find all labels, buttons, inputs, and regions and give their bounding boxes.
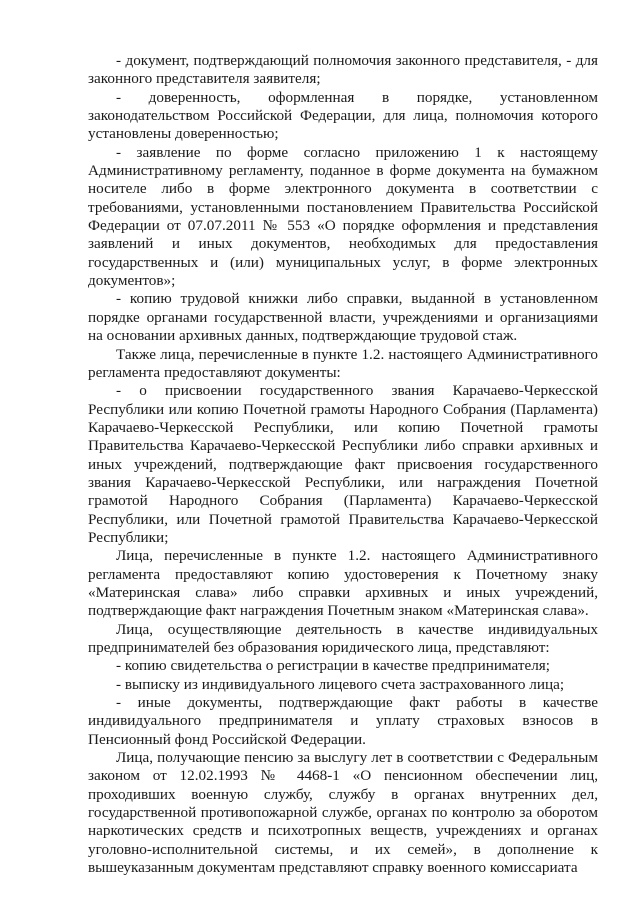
paragraph-other-documents: - иные документы, подтверждающие факт работы в качестве индивидуального предпринимателя и уплату страховых взносов в Пенсионный фонд Российской Федерации. <box>88 694 598 748</box>
paragraph-application-form: - заявление по форме согласно приложению 1 к настоящему Административному регламенту, поданное в форме документа на бумажном носителе либо в форме электронного документа в соответствии с требованиями, установленными постановлением Правительства Российской Федерации от 07.07.2011 № 553 «О порядке оформления и представления заявлений и иных документов, необходимых для предоставления государственных и (или) муниципальных услуг, в форме электронных документов»; <box>88 143 598 290</box>
document-body <box>88 52 598 877</box>
paragraph-state-title: - о присвоении государственного звания Карачаево-Черкесской Республики или копию Почетной грамоты Народного Собрания (Парламента) Карачаево-Черкесской Республики, или копию Почетной грамоты Правительства Карачаево-Черкесской Республики либо справки архивных и иных учреждений, подтверждающие факт присвоения государственного звания Карачаево-Черкесской Республики, или награждения Почетной грамотой Народного Собрания (Парламента) Карачаево-Черкесской Республики, или Почетной грамотой Правительства Карачаево-Черкесской Республики; <box>88 382 598 546</box>
paragraph-power-of-attorney: - доверенность, оформленная в порядке, установленном законодательством Российской Федерации, для лица, полномочия которого установлены доверенностью; <box>88 88 598 143</box>
paragraph-mother-glory-badge: Лица, перечисленные в пункте 1.2. настоящего Административного регламента предоставляют копию удостоверения к Почетному знаку «Материнская слава» либо справки архивных и иных учреждений, подтверждающие факт награждения Почетным знаком «Материнская слава». <box>88 547 598 620</box>
paragraph-legal-representative-document: - документ, подтверждающий полномочия законного представителя, - для законного представителя заявителя; <box>88 52 598 88</box>
paragraph-account-extract: - выписку из индивидуального лицевого счета застрахованного лица; <box>116 675 565 693</box>
paragraph-registration-certificate: - копию свидетельства о регистрации в качестве предпринимателя; <box>116 657 551 675</box>
paragraph-also-persons: Также лица, перечисленные в пункте 1.2. настоящего Административного регламента предоставляют документы: <box>88 345 598 381</box>
paragraph-entrepreneurs: Лица, осуществляющие деятельность в качестве индивидуальных предпринимателей без образования юридического лица, представляют: <box>88 620 598 656</box>
paragraph-work-record-copy: - копию трудовой книжки либо справки, выданной в установленном порядке органами государственной власти, учреждениями и организациями на основании архивных данных, подтверждающие трудовой стаж. <box>88 290 598 345</box>
paragraph-pension-recipients: Лица, получающие пенсию за выслугу лет в соответствии с Федеральным законом от 12.02.1993 № 4468-1 «О пенсионном обеспечении лиц, проходивших военную службу, службу в органах внутренних дел, государственной противопожарной службе, органах по контролю за оборотом наркотических средств и психотропных веществ, учреждениях и органах уголовно-исполнительной системы, и их семей», в дополнение к вышеуказанным документам представляют справку военного комиссариата <box>88 749 598 877</box>
